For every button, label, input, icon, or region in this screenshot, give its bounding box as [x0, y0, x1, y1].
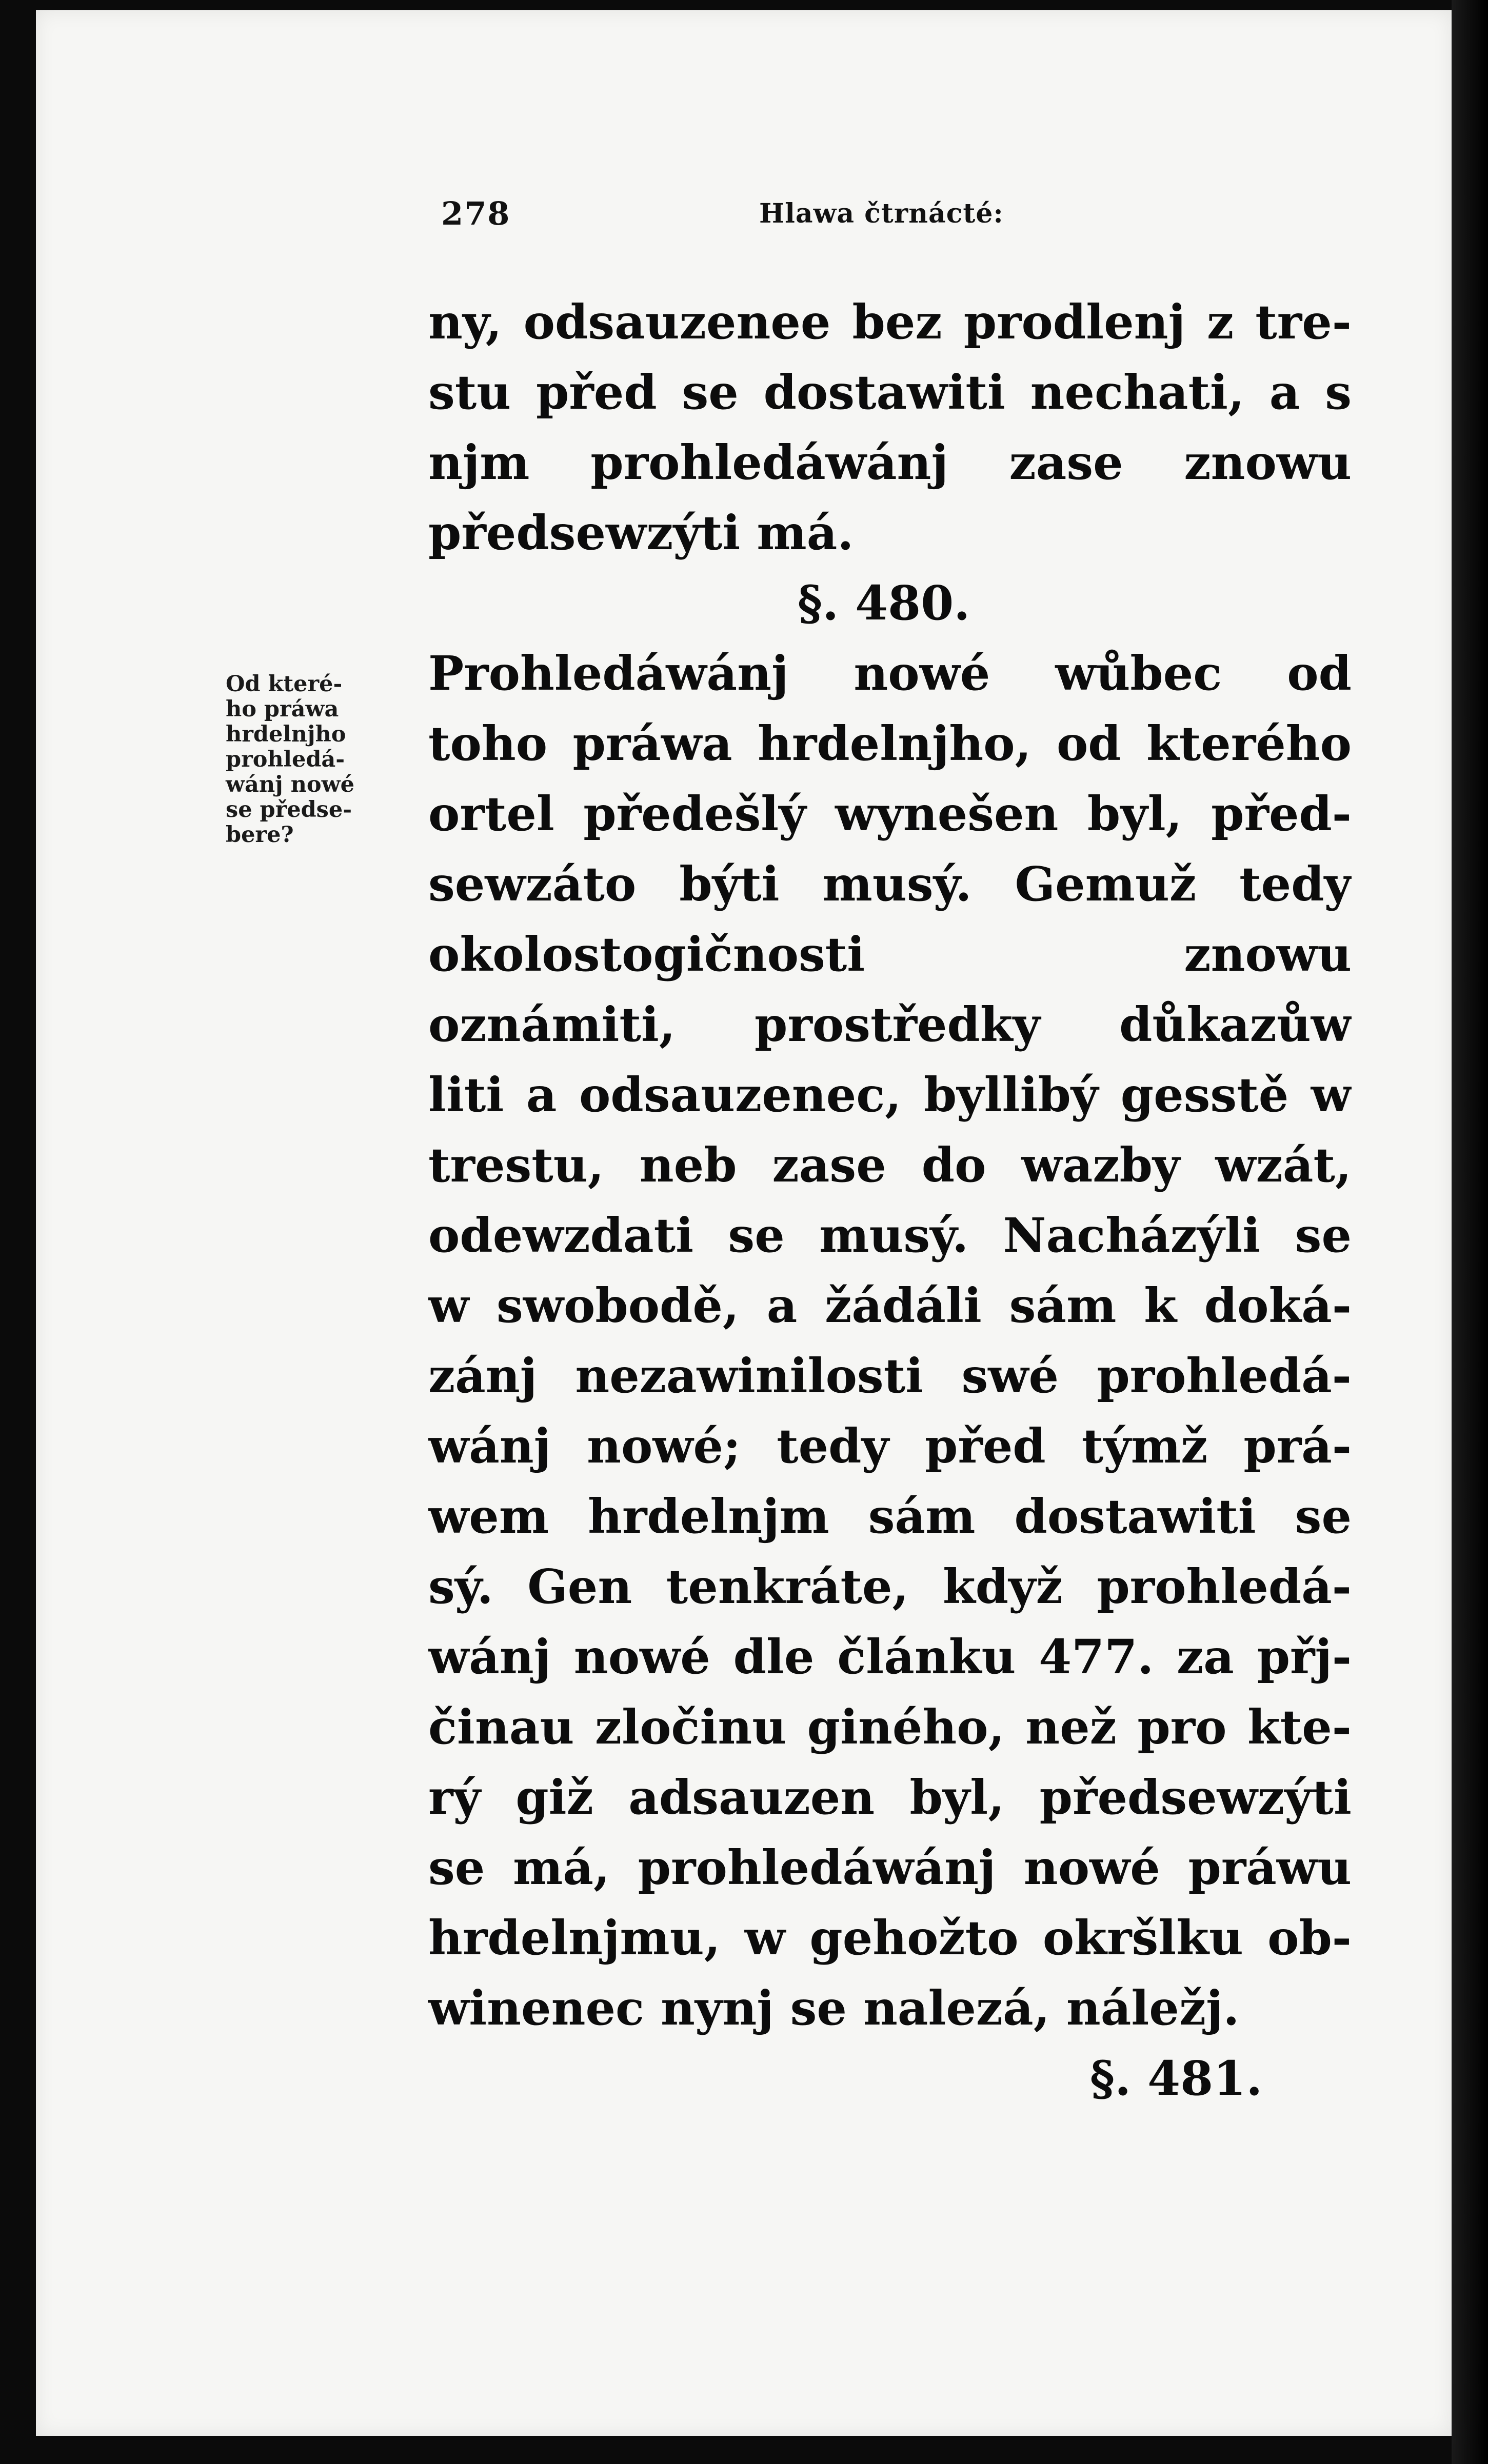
margin-note-line: hrdelnjho — [226, 722, 346, 747]
text-line: se má, prohledáwánj nowé práwu — [428, 1840, 1352, 1895]
text-line: wem hrdelnjm sám dostawiti se — [428, 1489, 1352, 1544]
margin-note-line: ho práwa — [226, 696, 339, 722]
running-head — [441, 195, 1108, 251]
text-line: sewzáto býti musý. Gemuž tedy — [428, 856, 1352, 912]
text-line: sý. Gen tenkráte, když prohledá- — [428, 1559, 1352, 1614]
margin-note-line: bere? — [226, 822, 294, 848]
text-line: oznámiti, prostředky důkazůw — [428, 997, 1352, 1052]
margin-note — [226, 672, 421, 848]
text-line: njm prohledáwánj zase znowu — [428, 435, 1352, 490]
text-line: okolostogičnosti znowu — [428, 927, 1352, 982]
text-line: ny, odsauzenee bez prodlenj z tre- — [428, 294, 1352, 350]
text-line: odewzdati se musý. Nacházýli se — [428, 1208, 1352, 1263]
text-line: toho práwa hrdelnjho, od kterého — [428, 716, 1352, 771]
text-line: wánj nowé; tedy před týmž prá- — [428, 1418, 1352, 1474]
margin-note-line: wánj nowé — [226, 772, 354, 797]
text-line: hrdelnjmu, w gehožto okršlku ob- — [428, 1910, 1352, 1966]
margin-note-line: se předse- — [226, 797, 352, 823]
text-line: winenec nynj se nalezá, náležj. — [428, 1980, 1240, 2036]
text-line: w swobodě, a žádáli sám k doká- — [428, 1278, 1352, 1333]
margin-note-line: Od které- — [226, 671, 343, 697]
section-heading-480: §. 480. — [798, 575, 970, 631]
section-heading-481: §. 481. — [1090, 2051, 1263, 2106]
text-line: zánj nezawinilosti swé prohledá- — [428, 1348, 1352, 1404]
text-line: Prohledáwánj nowé wůbec od — [428, 646, 1352, 701]
text-line: rý giž adsauzen byl, předsewzýti — [428, 1770, 1352, 1825]
text-line: liti a odsauzenec, byllibý gesstě w — [428, 1067, 1352, 1123]
chapter-title: Hlawa čtrnácté: — [759, 198, 1004, 229]
text-line: činau zločinu giného, než pro kte- — [428, 1699, 1352, 1755]
text-line: stu před se dostawiti nechati, a s — [428, 365, 1352, 420]
text-line: předsewzýti má. — [428, 505, 854, 560]
scan-edge — [1452, 0, 1488, 2464]
text-line: trestu, neb zase do wazby wzát, — [428, 1137, 1352, 1193]
margin-note-line: prohledá- — [226, 747, 345, 772]
text-line: ortel předešlý wynešen byl, před- — [428, 786, 1352, 842]
body-text — [428, 287, 1352, 2114]
page-number: 278 — [441, 195, 511, 232]
text-line: wánj nowé dle článku 477. za přj- — [428, 1629, 1352, 1685]
